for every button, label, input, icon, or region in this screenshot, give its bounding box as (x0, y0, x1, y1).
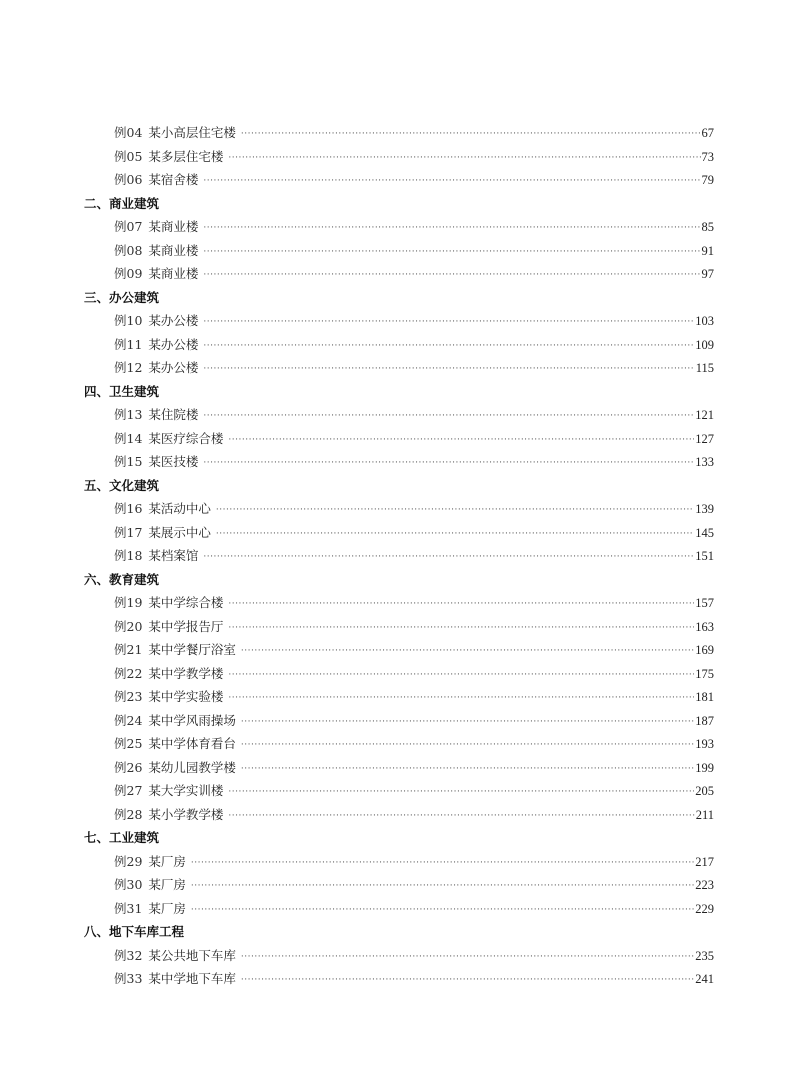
toc-entry-number: 例32 (114, 947, 143, 963)
toc-entry-page-number: 163 (695, 619, 714, 634)
toc-entry-page-number: 67 (701, 126, 714, 140)
toc-entry-title: 某宿舍楼 (148, 172, 199, 187)
toc-entry-title: 某展示中心 (148, 524, 211, 540)
toc-section-heading: 四、卫生建筑 (84, 383, 160, 399)
dot-leader (203, 217, 700, 241)
toc-entry-number: 例17 (114, 524, 143, 540)
toc-section-heading: 三、办公建筑 (84, 289, 160, 305)
dot-leader (241, 758, 694, 782)
toc-section-heading: 二、商业建筑 (84, 195, 160, 211)
toc-entry[interactable] (0, 944, 714, 968)
toc-entry-page-number: 145 (695, 525, 714, 540)
toc-entry[interactable] (0, 403, 714, 427)
dot-leader (216, 523, 694, 547)
toc-entry-title: 某中学地下车库 (148, 971, 236, 986)
toc-entry[interactable] (0, 450, 714, 474)
toc-entry-page-number: 121 (695, 408, 714, 422)
toc-entry-number: 例26 (114, 759, 143, 775)
toc-entry-number: 例18 (114, 548, 143, 563)
toc-entry[interactable] (0, 356, 714, 380)
dot-leader (203, 405, 694, 429)
dot-leader (241, 734, 694, 758)
toc-entry-title: 某医技楼 (148, 454, 199, 469)
dot-leader (203, 335, 694, 359)
dot-leader (191, 899, 694, 923)
toc-entry-page-number: 91 (701, 243, 714, 258)
toc-entry-title: 某中学实验楼 (148, 689, 224, 704)
toc-entry-number: 例28 (114, 806, 143, 822)
toc-entry[interactable] (0, 239, 714, 263)
toc-section-heading: 六、教育建筑 (84, 571, 160, 587)
dot-leader (228, 781, 694, 805)
toc-entry-number: 例13 (114, 407, 143, 422)
toc-entry-page-number: 103 (695, 314, 714, 328)
toc-entry[interactable] (0, 732, 714, 756)
toc-entry-page-number: 205 (695, 784, 714, 798)
toc-entry[interactable] (0, 145, 714, 169)
toc-entry-number: 例12 (114, 360, 143, 375)
toc-entry[interactable] (0, 262, 714, 286)
dot-leader (241, 969, 694, 993)
toc-entry-title: 某中学综合楼 (148, 595, 224, 610)
toc-entry-title: 某中学报告厅 (148, 618, 224, 634)
toc-entry-number: 例23 (114, 689, 143, 704)
dot-leader (228, 593, 694, 617)
toc-entry[interactable] (0, 756, 714, 780)
toc-entry-number: 例07 (114, 219, 143, 234)
toc-entry-page-number: 133 (695, 455, 714, 469)
toc-entry[interactable] (0, 662, 714, 686)
toc-entry[interactable] (0, 685, 714, 709)
dot-leader (191, 852, 694, 876)
toc-entry[interactable] (0, 309, 714, 333)
toc-section-heading: 五、文化建筑 (84, 477, 160, 493)
toc-entry-number: 例08 (114, 242, 143, 258)
toc-entry-number: 例11 (114, 336, 143, 352)
dot-leader (241, 123, 701, 147)
dot-leader (191, 875, 694, 899)
toc-section-heading: 八、地下车库工程 (84, 924, 185, 939)
toc-entry-number: 例22 (114, 665, 143, 681)
dot-leader (228, 617, 694, 641)
toc-entry-number: 例30 (114, 877, 143, 892)
dot-leader (216, 499, 694, 523)
toc-entry[interactable] (0, 121, 714, 145)
toc-entry-number: 例06 (114, 172, 143, 187)
toc-entry[interactable] (0, 333, 714, 357)
dot-leader (203, 358, 694, 382)
toc-entry-page-number: 157 (695, 596, 714, 610)
toc-entry-title: 某办公楼 (148, 313, 199, 328)
toc-entry[interactable] (0, 709, 714, 733)
toc-entry[interactable] (0, 215, 714, 239)
toc-entry-title: 某住院楼 (148, 407, 199, 422)
toc-entry-page-number: 217 (695, 854, 714, 869)
toc-entry-number: 例20 (114, 618, 143, 634)
toc-entry-title: 某档案馆 (148, 548, 199, 563)
toc-entry[interactable] (0, 873, 714, 897)
toc-entry-number: 例33 (114, 971, 143, 986)
toc-section-heading: 七、工业建筑 (84, 830, 160, 845)
dot-leader (241, 946, 694, 970)
dot-leader (241, 711, 694, 735)
toc-entry-number: 例10 (114, 313, 143, 328)
toc-entry[interactable] (0, 521, 714, 545)
toc-entry-title: 某厂房 (148, 853, 186, 869)
toc-entry-number: 例04 (114, 125, 143, 140)
toc-entry[interactable] (0, 779, 714, 803)
toc-entry[interactable] (0, 967, 714, 991)
toc-entry-number: 例31 (114, 900, 143, 916)
dot-leader (228, 805, 694, 829)
toc-entry-title: 某幼儿园教学楼 (148, 759, 236, 775)
toc-entry[interactable] (0, 638, 714, 662)
toc-entry-page-number: 97 (701, 267, 714, 281)
toc-entry-page-number: 241 (695, 972, 714, 986)
toc-entry-page-number: 181 (695, 690, 714, 704)
toc-entry-page-number: 199 (695, 760, 714, 775)
toc-entry-title: 某厂房 (148, 877, 186, 892)
dot-leader (228, 687, 694, 711)
toc-entry-title: 某小高层住宅楼 (148, 125, 236, 140)
dot-leader (203, 170, 700, 194)
dot-leader (203, 546, 694, 570)
toc-entry-title: 某活动中心 (148, 501, 211, 516)
toc-entry-number: 例19 (114, 595, 143, 610)
toc-entry[interactable] (0, 427, 714, 451)
toc-entry[interactable] (0, 615, 714, 639)
dot-leader (203, 264, 700, 288)
toc-entry-page-number: 193 (695, 737, 714, 751)
toc-entry[interactable] (0, 803, 714, 827)
dot-leader (228, 429, 694, 453)
toc-entry-title: 某办公楼 (148, 360, 199, 375)
dot-leader (203, 452, 694, 476)
toc-entry-page-number: 109 (695, 337, 714, 352)
dot-leader (203, 241, 700, 265)
toc-entry-page-number: 73 (701, 149, 714, 164)
toc-entry[interactable] (0, 544, 714, 568)
toc-entry-page-number: 127 (695, 431, 714, 446)
toc-entry-number: 例29 (114, 853, 143, 869)
toc-entry-number: 例21 (114, 642, 143, 657)
toc-entry-number: 例25 (114, 736, 143, 751)
dot-leader (203, 311, 694, 335)
dot-leader (228, 664, 694, 688)
toc-entry-page-number: 211 (695, 807, 714, 822)
toc-entry-number: 例15 (114, 454, 143, 469)
toc-entry-page-number: 85 (701, 220, 714, 234)
toc-entry-page-number: 115 (695, 361, 714, 375)
toc-entry-title: 某中学体育看台 (148, 736, 236, 751)
toc-entry[interactable] (0, 591, 714, 615)
toc-entry-title: 某办公楼 (148, 336, 199, 352)
toc-entry-title: 某厂房 (148, 900, 186, 916)
toc-entry-number: 例24 (114, 712, 143, 728)
toc-entry[interactable] (0, 497, 714, 521)
toc-entry-title: 某医疗综合楼 (148, 430, 224, 446)
table-of-contents (0, 121, 800, 991)
toc-entry-page-number: 169 (695, 643, 714, 657)
toc-entry-page-number: 151 (695, 549, 714, 563)
toc-entry-page-number: 229 (695, 901, 714, 916)
dot-leader (241, 640, 694, 664)
toc-entry-title: 某中学餐厅浴室 (148, 642, 236, 657)
toc-entry-number: 例16 (114, 501, 143, 516)
toc-entry-number: 例09 (114, 266, 143, 281)
toc-entry-page-number: 79 (701, 173, 714, 187)
toc-entry-title: 某多层住宅楼 (148, 148, 224, 164)
dot-leader (228, 147, 700, 171)
toc-entry-number: 例05 (114, 148, 143, 164)
toc-entry-page-number: 175 (695, 666, 714, 681)
toc-entry-number: 例27 (114, 783, 143, 798)
toc-entry[interactable] (0, 897, 714, 921)
toc-entry-title: 某商业楼 (148, 219, 199, 234)
toc-entry-page-number: 223 (695, 878, 714, 892)
toc-entry-page-number: 187 (695, 713, 714, 728)
toc-entry-title: 某大学实训楼 (148, 783, 224, 798)
toc-entry-title: 某小学教学楼 (148, 806, 224, 822)
toc-entry-title: 某公共地下车库 (148, 947, 236, 963)
toc-entry[interactable] (0, 850, 714, 874)
toc-entry-title: 某商业楼 (148, 266, 199, 281)
toc-entry-number: 例14 (114, 430, 143, 446)
toc-entry[interactable] (0, 168, 714, 192)
toc-entry-title: 某中学风雨操场 (148, 712, 236, 728)
toc-entry-title: 某中学教学楼 (148, 665, 224, 681)
toc-entry-page-number: 139 (695, 502, 714, 516)
toc-entry-title: 某商业楼 (148, 242, 199, 258)
toc-entry-page-number: 235 (695, 948, 714, 963)
